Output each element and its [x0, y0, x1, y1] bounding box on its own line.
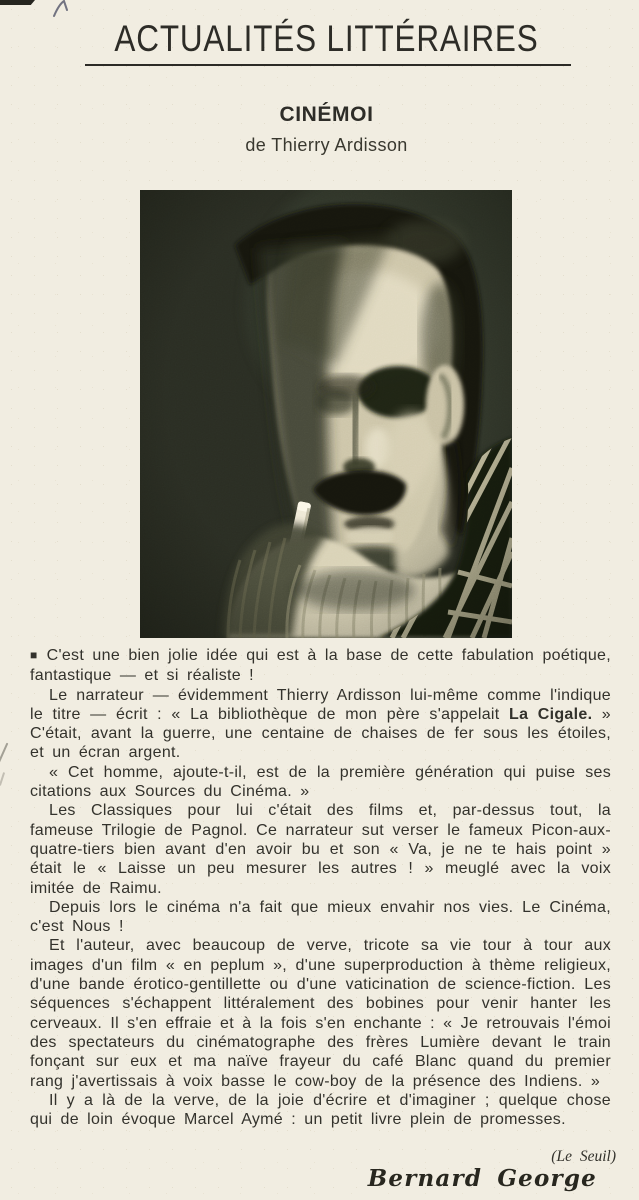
section-title: ACTUALITÉS LITTÉRAIRES — [114, 18, 539, 59]
book-name-bold: La Cigale. — [509, 705, 593, 723]
reviewer-signature: Bernard George — [367, 1165, 597, 1192]
margin-scratch — [0, 772, 5, 786]
paragraph — [30, 646, 611, 686]
paragraph-text: » C'était, avant la guerre, une centaine de chaises de fer sous les étoiles, et un écran argent. — [30, 705, 611, 762]
publisher-credit: (Le Seuil) — [551, 1148, 616, 1165]
paragraph-text: Le narrateur — évidemment Thierry Ardisson lui-même comme l'indique le titre — écrit : « La bibliothèque de mon père s'appelait — [30, 686, 611, 723]
square-bullet: ■ — [30, 648, 38, 662]
review-text — [30, 646, 611, 1129]
article-column — [14, 0, 639, 1200]
book-byline: de Thierry Ardisson — [245, 135, 408, 155]
paragraph: Et l'auteur, avec beaucoup de verve, tricote sa vie tour à tour aux images d'un film « en peplum », d'une superproduction à thème religieux, d'une bande érotico-gentillette ou d'une vaticination de science-fiction. Les séquences s'échappent littéralement des bobines pour venir hanter les cerveaux. Il s'en effraie et à la fois s'en enchante : « Je retrouvais l'émoi des spectateurs du cinématographe des frères Lumière devant le train fonçant sur eux et ma naïve frayeur du café Blanc quand du premier rang j'avertissais à voix basse le cow-boy de la présence des Indiens. » — [30, 937, 611, 1090]
portrait-photo — [140, 190, 512, 638]
paragraph-text: C'est une bien jolie idée qui est à la base de cette fabulation poétique, fantastique — et si réaliste ! — [30, 647, 611, 685]
header-rule — [85, 64, 571, 66]
margin-scratch — [0, 743, 8, 764]
paragraph: Depuis lors le cinéma n'a fait que mieux envahir nos vies. Le Cinéma, c'est Nous ! — [30, 898, 611, 936]
paragraph: Les Classiques pour lui c'était des films et, par-dessus tout, la fameuse Trilogie de Pagnol. Ce narrateur sut verser le fameux Picon-aux-quatre-tiers bien avant d'en avoir bu et son « Va, je ne te hais point » était le « Laisse un peu mesurer les autres ! » meuglé avec la voix imitée de Raimu. — [30, 802, 611, 897]
paragraph — [30, 686, 611, 763]
paragraph: Il y a là de la verve, de la joie d'écrire et d'imaginer ; quelque chose qui de loin évoque Marcel Aymé : un petit livre plein de promesses. — [30, 1091, 611, 1129]
book-title: CINÉMOI — [279, 103, 374, 126]
paragraph: « Cet homme, ajoute-t-il, est de la première génération qui puise ses citations aux Sources du Cinéma. » — [30, 763, 611, 801]
